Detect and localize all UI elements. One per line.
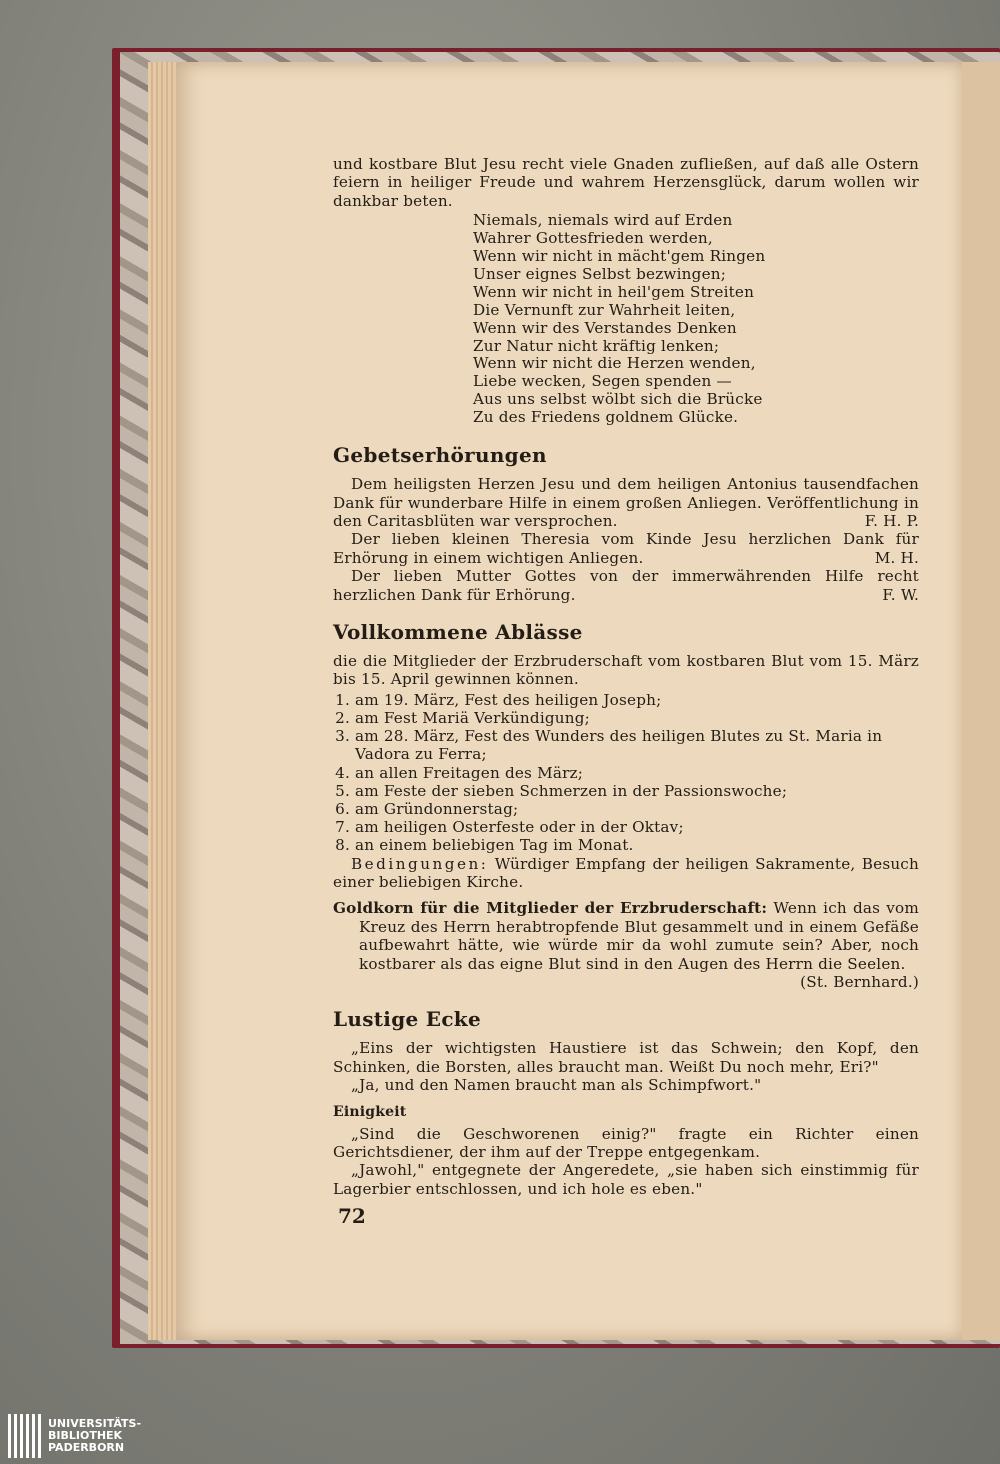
poem-line: Wenn wir nicht in mächt'gem Ringen [473,247,766,266]
list-item: 5. am Feste der sieben Schmerzen in der Passionswoche; [355,782,919,800]
library-logo [8,1414,141,1458]
poem-line: Aus uns selbst wölbt sich die Brücke [473,390,763,409]
prayer-paragraph [333,475,919,530]
goldkorn-label: Goldkorn für die Mitglieder der Erzbruderschaft: [333,899,768,918]
joke-paragraph: „Eins der wichtigsten Haustiere ist das Schwein; den Kopf, den Schinken, die Borsten, alles braucht man. Weißt Du noch mehr, Eri?" [333,1039,919,1076]
prayer-paragraph [333,530,919,567]
poem [473,212,919,427]
page-number: 72 [338,1204,366,1228]
list-item: 3. am 28. März, Fest des Wunders des heiligen Blutes zu St. Maria in Vadora zu Ferra; [355,727,919,763]
signature: M. H. [874,548,919,567]
poem-line: Zur Natur nicht kräftig lenken; [473,336,720,355]
logo-bars-icon [8,1414,41,1458]
list-item: 8. an einem beliebigen Tag im Monat. [355,836,919,854]
section-title-lustige-ecke: Lustige Ecke [333,1007,481,1032]
list-item: 7. am heiligen Osterfeste oder in der Oktav; [355,818,919,836]
goldkorn-paragraph [333,899,919,991]
conditions-label: Bedingungen: [351,854,489,873]
prayer-paragraph [333,567,919,604]
poem-line: Wahrer Gottesfrieden werden, [473,229,713,248]
ablass-intro: die die Mitglieder der Erzbruderschaft vom kostbaren Blut vom 15. März bis 15. April gewinnen können. [333,651,919,689]
poem-line: Die Vernunft zur Wahrheit leiten, [473,300,736,319]
signature: F. H. P. [864,511,919,530]
signature: F. W. [882,585,919,604]
poem-line: Liebe wecken, Segen spenden — [473,372,732,391]
poem-line: Niemals, niemals wird auf Erden [473,211,733,230]
poem-line: Wenn wir nicht in heil'gem Streiten [473,282,755,301]
intro-paragraph: und kostbare Blut Jesu recht viele Gnaden zufließen, auf daß alle Ostern feiern in heiliger Freude und wahrem Herzensglück, darum wollen wir dankbar beten. [333,155,919,210]
poem-line: Zu des Friedens goldnem Glücke. [473,408,739,427]
logo-line: UNIVERSITÄTS- [48,1417,142,1430]
conditions-text: Würdiger Empfang der heiligen Sakramente, Besuch einer beliebigen Kirche. [333,854,919,891]
logo-line: BIBLIOTHEK [48,1429,123,1442]
poem-line: Wenn wir des Verstandes Denken [473,318,737,337]
poem-line: Wenn wir nicht die Herzen wenden, [473,354,756,373]
joke-paragraph: „Jawohl," entgegnete der Angeredete, „sie haben sich einstimmig für Lagerbier entschlossen, und ich hole es eben." [333,1161,919,1198]
joke-paragraph: „Ja, und den Namen braucht man als Schimpfwort." [351,1076,762,1095]
logo-text [48,1418,141,1454]
joke-paragraph: „Sind die Geschworenen einig?" fragte ein Richter einen Gerichtsdiener, der ihm auf der Treppe entgegenkam. [333,1124,919,1162]
subheading-einigkeit: Einigkeit [333,1103,407,1120]
list-item: 2. am Fest Mariä Verkündigung; [355,709,919,727]
facing-page-edge [962,62,1000,1340]
section-title-ablaesse: Vollkommene Ablässe [333,619,583,644]
prayer-text: Dem heiligsten Herzen Jesu und dem heiligen Antonius tausendfachen Dank für wunderbare Hilfe in einem großen Anliegen. Veröffentlichung in den Caritasblüten war versprochen. [333,475,919,530]
list-item: 6. am Gründonnerstag; [355,800,919,818]
conditions-paragraph [333,855,919,892]
ablass-list [333,691,919,855]
prayer-text: Der lieben Mutter Gottes von der immerwährenden Hilfe recht herzlichen Dank für Erhörung. [333,567,919,604]
goldkorn-text: Wenn ich das vom Kreuz des Herrn herabtropfende Blut gesammelt und in einem Gefäße aufbewahrt hätte, wie würde mir da wohl zumute sein? Aber, noch kostbarer als das eigne Blut sind in den Augen des Herrn die Seelen. [359,899,919,973]
prayer-text: Der lieben kleinen Theresia vom Kinde Jesu herzlichen Dank für Erhörung in einem wichtigen Anliegen. [333,530,919,567]
goldkorn-signature: (St. Bernhard.) [800,973,919,992]
section-title-gebetserhoerungen: Gebetserhörungen [333,443,547,468]
poem-line: Unser eignes Selbst bezwingen; [473,264,727,283]
list-item: 4. an allen Freitagen des März; [355,764,919,782]
logo-line: PADERBORN [48,1441,125,1454]
list-item: 1. am 19. März, Fest des heiligen Joseph; [355,691,919,709]
page-content [333,155,919,1198]
